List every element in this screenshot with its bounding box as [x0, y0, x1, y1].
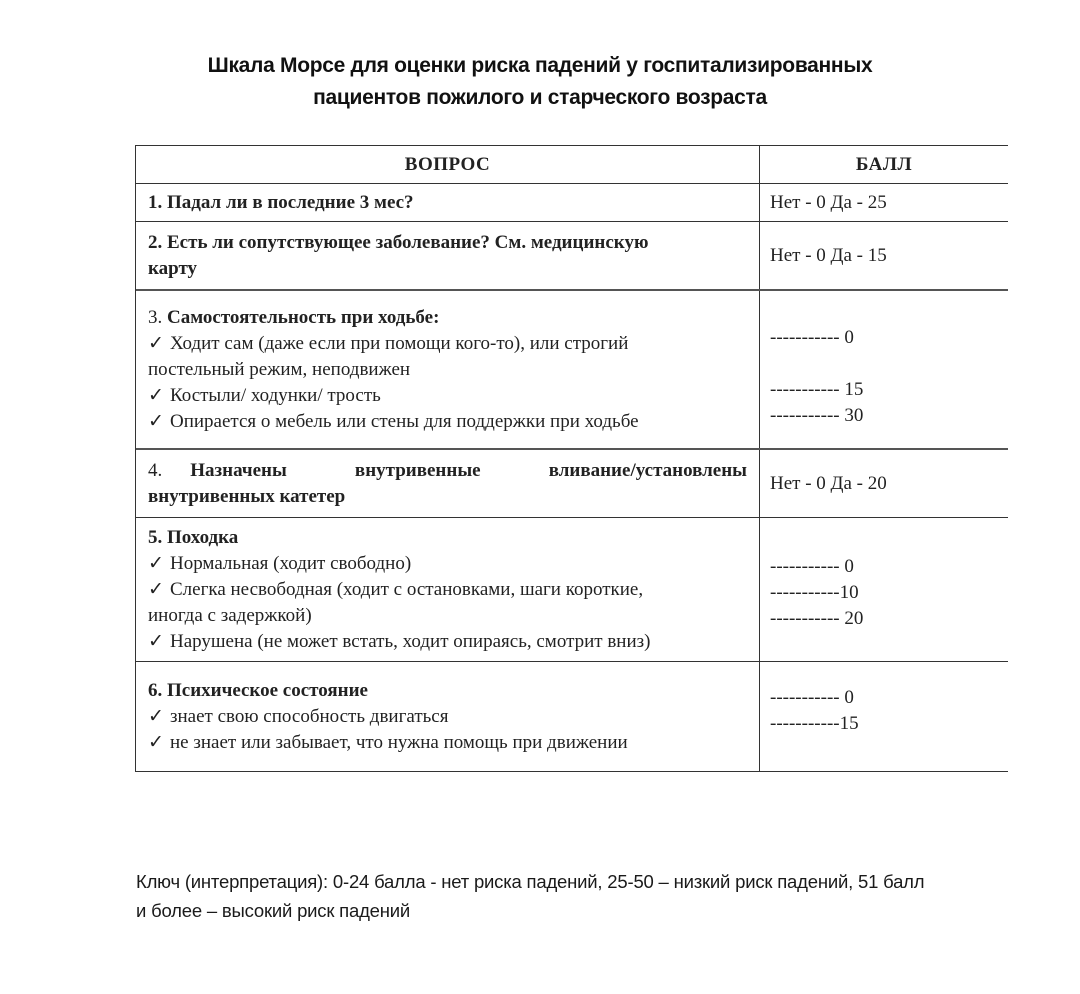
- table-row-3: [136, 291, 1008, 450]
- question-3-title: Самостоятельность при ходьбе:: [167, 306, 440, 328]
- checkmark-icon: ✓: [148, 552, 164, 574]
- question-1: 1. Падал ли в последние 3 мес?: [136, 184, 760, 221]
- question-4-line-2: внутривенных катетер: [148, 485, 346, 507]
- question-2-line-2: карту: [148, 257, 198, 279]
- option-3-2: ✓ Костыли/ ходунки/ трость: [148, 383, 747, 409]
- score-6-2: -----------15: [770, 712, 859, 734]
- score-5-2: -----------10: [770, 581, 859, 603]
- score-5-1: ----------- 0: [770, 555, 854, 577]
- option-3-3: ✓ Опирается о мебель или стены для поддержки при ходьбе: [148, 409, 747, 435]
- question-5-heading: 5. Походка: [148, 526, 239, 548]
- question-6-heading: 6. Психическое состояние: [148, 679, 368, 701]
- score-3-2: ----------- 15: [770, 378, 864, 400]
- question-3-heading: [148, 305, 747, 331]
- checkmark-icon: ✓: [148, 410, 164, 432]
- table-row-4: [136, 450, 1008, 518]
- question-3-number: 3.: [148, 306, 163, 328]
- question-5: [136, 518, 760, 661]
- score-5-3: ----------- 20: [770, 607, 864, 629]
- header-score: БАЛЛ: [855, 153, 913, 175]
- score-3: [760, 291, 1008, 448]
- title-line-1: Шкала Морсе для оценки риска падений у госпитализированных: [207, 54, 873, 77]
- option-3-1: ✓ Ходит сам (даже если при помощи кого-то), или строгий: [148, 331, 747, 357]
- key-line-1: Ключ (интерпретация): 0-24 балла - нет риска падений, 25-50 – низкий риск падений, 51 балл: [136, 871, 925, 892]
- question-4-number: 4.: [148, 459, 163, 481]
- interpretation-key: [136, 867, 1016, 925]
- option-6-1: ✓ знает свою способность двигаться: [148, 704, 747, 730]
- question-2-line-1: 2. Есть ли сопутствующее заболевание? См. медицинскую: [148, 231, 649, 253]
- title-line-2: пациентов пожилого и старческого возраста: [313, 86, 767, 109]
- checkmark-icon: ✓: [148, 578, 164, 600]
- key-line-2: и более – высокий риск падений: [136, 900, 411, 921]
- score-1: Нет - 0 Да - 25: [770, 191, 887, 213]
- score-3-1: ----------- 0: [770, 326, 854, 348]
- option-3-1-cont: постельный режим, неподвижен: [148, 358, 411, 380]
- question-4-line-1: [148, 458, 747, 484]
- header-question: ВОПРОС: [136, 146, 760, 183]
- table-row-6: [136, 662, 1008, 772]
- score-5: [760, 518, 1008, 661]
- score-2: Нет - 0 Да - 15: [770, 244, 887, 266]
- document-title: [0, 50, 1080, 114]
- option-5-2-cont: иногда с задержкой): [148, 604, 312, 626]
- morse-scale-table: [135, 145, 1008, 772]
- table-row-1: [136, 184, 1008, 222]
- checkmark-icon: ✓: [148, 731, 164, 753]
- table-row-2: [136, 222, 1008, 291]
- option-6-2: ✓ не знает или забывает, что нужна помощь при движении: [148, 730, 747, 756]
- score-3-3: ----------- 30: [770, 404, 864, 426]
- score-spacer: [770, 351, 998, 377]
- question-6: [136, 662, 760, 771]
- option-5-1: ✓ Нормальная (ходит свободно): [148, 551, 747, 577]
- checkmark-icon: ✓: [148, 630, 164, 652]
- score-6: [760, 662, 1008, 771]
- table-header-row: [136, 146, 1008, 184]
- option-5-3: ✓ Нарушена (не может встать, ходит опираясь, смотрит вниз): [148, 629, 747, 655]
- checkmark-icon: ✓: [148, 332, 164, 354]
- score-6-1: ----------- 0: [770, 686, 854, 708]
- question-3: [136, 291, 760, 448]
- table-row-5: [136, 518, 1008, 662]
- question-2: [136, 222, 760, 289]
- question-4: [136, 450, 760, 517]
- checkmark-icon: ✓: [148, 384, 164, 406]
- question-4-heading-1: Назначены внутривенные вливание/установлены: [190, 459, 747, 481]
- option-5-2: ✓ Слегка несвободная (ходит с остановками, шаги короткие,: [148, 577, 747, 603]
- score-4: Нет - 0 Да - 20: [770, 472, 887, 494]
- checkmark-icon: ✓: [148, 705, 164, 727]
